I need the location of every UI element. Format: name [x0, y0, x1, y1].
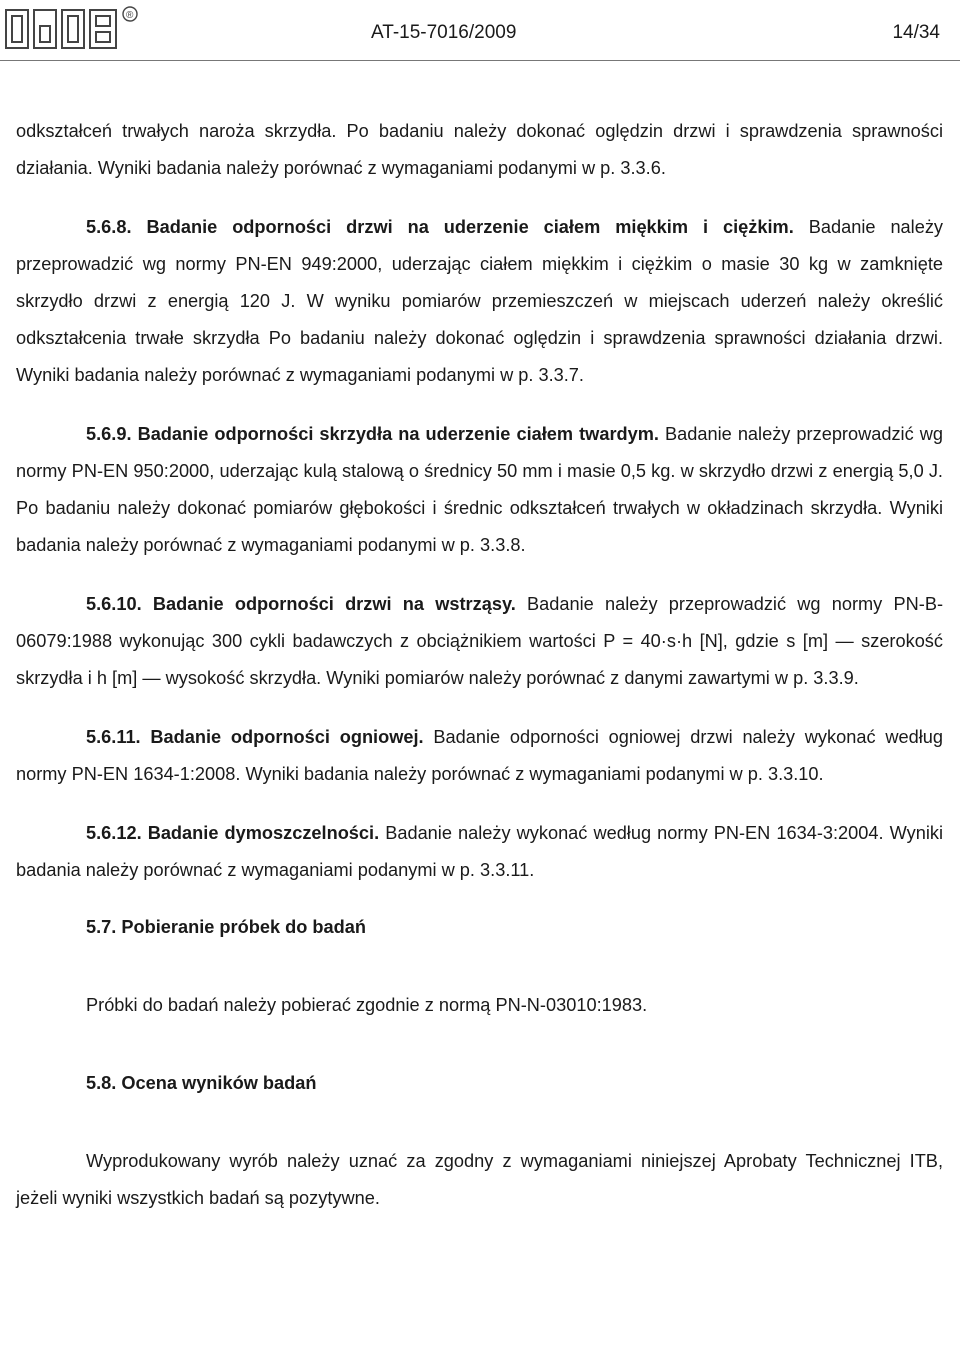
section-5-6-8-number: 5.6.8.	[86, 217, 132, 237]
section-5-8-heading	[16, 1065, 943, 1102]
section-5-6-10	[16, 586, 943, 697]
section-5-7-body: Próbki do badań należy pobierać zgodnie z normą PN-N-03010:1983.	[86, 995, 648, 1015]
itb-logo-icon	[4, 4, 140, 50]
registered-mark: ®	[126, 10, 134, 21]
section-5-6-9	[16, 416, 943, 564]
section-5-6-10-body-c: wysokość skrzydła. Wyniki pomiarów należy porównać z danymi zawartymi w p. 3.3.9.	[165, 668, 859, 688]
section-5-6-12-title: Badanie dymoszczelności.	[147, 823, 380, 843]
section-5-6-12	[16, 815, 943, 889]
section-5-6-10-dash: —	[142, 668, 161, 688]
section-5-8-title: 5.8. Ocena wyników badań	[86, 1073, 317, 1093]
section-5-6-10-title: Badanie odporności drzwi na wstrząsy.	[152, 594, 516, 614]
document-body	[16, 113, 943, 1217]
section-5-6-10-body-b: szerokość skrzydła i h [m]	[16, 631, 943, 688]
section-5-6-9-title: Badanie odporności skrzydła na uderzenie ciałem twardym.	[137, 424, 659, 444]
section-5-6-11	[16, 719, 943, 793]
section-5-6-10-number: 5.6.10.	[86, 594, 142, 614]
section-5-6-8	[16, 209, 943, 394]
section-5-6-12-body: Badanie należy wykonać według normy PN-EN 1634-3:2004. Wyniki badania należy porównać z wymaganiami podanymi w p. 3.3.11.	[16, 823, 943, 880]
section-5-7-heading	[16, 909, 943, 946]
section-5-6-9-body: Badanie należy przeprowadzić wg normy PN-EN 950:2000, uderzając kulą stalową o średnicy 50 mm i masie 0,5 kg. w skrzydło drzwi z energią 5,0 J. Po badaniu należy dokonać pomiarów głębokości i średnic odkształceń trwałych w okładzinach skrzydła. Wyniki badania należy porównać z wymaganiami podanymi w p. 3.3.8.	[16, 424, 943, 555]
section-5-8-body: Wyprodukowany wyrób należy uznać za zgodny z wymaganiami niniejszej Aprobaty Technicznej ITB, jeżeli wyniki wszystkich badań są pozytywne.	[16, 1151, 943, 1208]
section-5-6-10-dash: —	[835, 631, 854, 651]
section-5-6-9-number: 5.6.9.	[86, 424, 132, 444]
section-5-6-11-title: Badanie odporności ogniowej.	[150, 727, 424, 747]
section-5-6-10-body-a: Badanie należy przeprowadzić wg normy PN-B-06079:1988 wykonując 300 cykli badawczych z obciążnikiem wartości P = 40·s·h [N], gdzie s [m]	[16, 594, 944, 651]
section-5-6-11-number: 5.6.11.	[86, 727, 141, 747]
document-number: AT-15-7016/2009	[371, 22, 517, 43]
section-5-7-title: 5.7. Pobieranie próbek do badań	[86, 917, 366, 937]
section-5-6-8-title: Badanie odporności drzwi na uderzenie ciałem miękkim i ciężkim.	[146, 217, 794, 237]
section-5-6-11-body: Badanie odporności ogniowej drzwi należy wykonać według normy PN-EN 1634-1:2008. Wyniki badania należy porównać z wymaganiami podanymi w p. 3.3.10.	[16, 727, 943, 784]
intro-paragraph: odkształceń trwałych naroża skrzydła. Po badaniu należy dokonać oględzin drzwi i sprawdzenia sprawności działania. Wyniki badania należy porównać z wymaganiami podanymi w p. 3.3.6.	[16, 121, 943, 178]
section-5-6-8-body: Badanie należy przeprowadzić wg normy PN-EN 949:2000, uderzając ciałem miękkim i ciężkim o masie 30 kg w zamknięte skrzydło drzwi z energią 120 J. W wyniku pomiarów przemieszczeń w miejscach uderzeń należy określić odkształcenia trwałe skrzydła Po badaniu należy dokonać oględzin i sprawdzenia sprawności działania drzwi. Wyniki badania należy porównać z wymaganiami podanymi w p. 3.3.7.	[16, 217, 944, 385]
header-divider	[0, 60, 960, 61]
page-number: 14/34	[892, 22, 940, 43]
section-5-6-12-number: 5.6.12.	[86, 823, 142, 843]
